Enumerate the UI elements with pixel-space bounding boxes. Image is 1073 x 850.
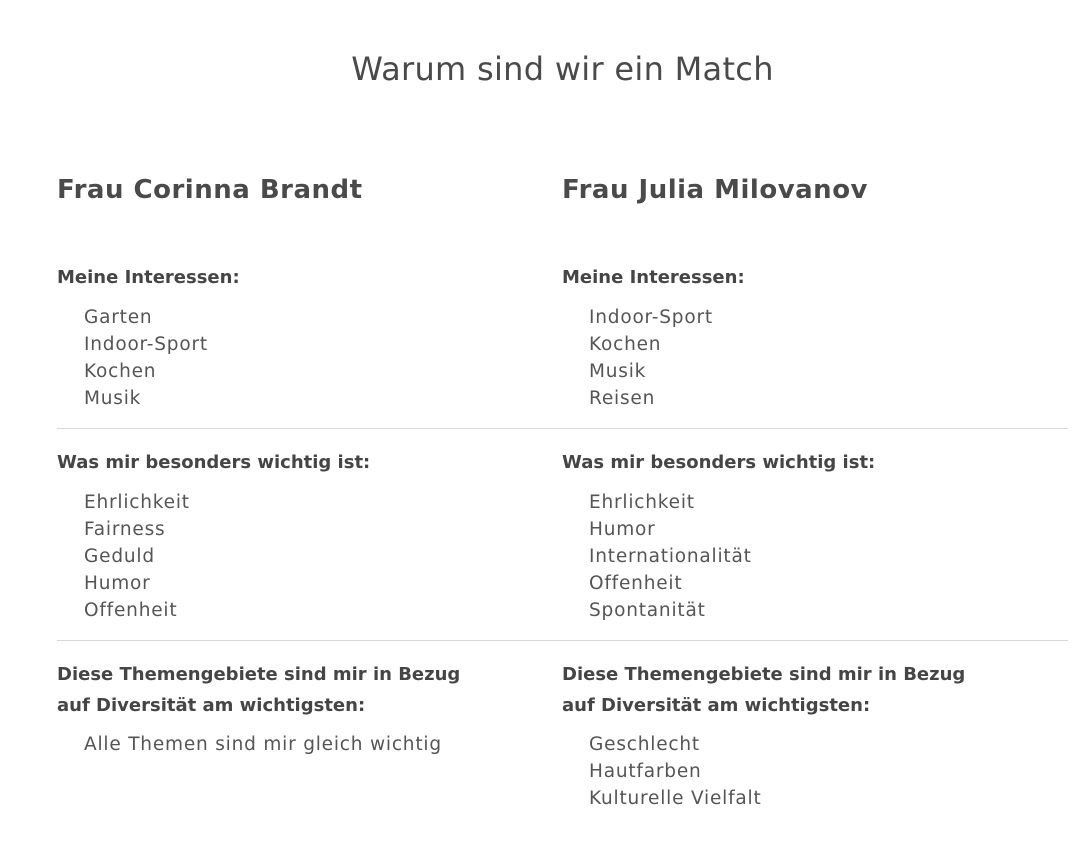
values-list [589, 489, 752, 624]
list-item: Geduld [84, 546, 155, 567]
values-heading: Was mir besonders wichtig ist: [57, 452, 371, 473]
list-item: Ehrlichkeit [84, 492, 190, 513]
list-item: Reisen [589, 388, 656, 409]
list-item: Offenheit [589, 573, 683, 594]
list-item: Kochen [84, 361, 157, 382]
diversity-heading [57, 659, 460, 721]
diversity-heading-line: auf Diversität am wichtigsten: [57, 695, 366, 716]
list-item: Humor [589, 519, 656, 540]
diversity-list [84, 731, 442, 758]
list-item: Indoor-Sport [589, 307, 713, 328]
list-item: Geschlecht [589, 734, 700, 755]
diversity-heading-line: auf Diversität am wichtigsten: [562, 695, 871, 716]
list-item: Garten [84, 307, 153, 328]
interests-heading: Meine Interessen: [57, 267, 240, 288]
page-title: Warum sind wir ein Match [351, 50, 774, 89]
list-item: Kochen [589, 334, 662, 355]
diversity-heading-line: Diese Themengebiete sind mir in Bezug [57, 664, 461, 685]
interests-list [84, 304, 208, 412]
values-heading: Was mir besonders wichtig ist: [562, 452, 876, 473]
values-list [84, 489, 190, 624]
person-name: Frau Corinna Brandt [57, 175, 363, 205]
list-item: Alle Themen sind mir gleich wichtig [84, 734, 442, 755]
list-item: Hautfarben [589, 761, 702, 782]
diversity-heading-line: Diese Themengebiete sind mir in Bezug [562, 664, 966, 685]
section-divider [57, 640, 1068, 641]
person-name: Frau Julia Milovanov [562, 175, 869, 205]
section-divider [57, 428, 1068, 429]
diversity-list [589, 731, 762, 812]
list-item: Fairness [84, 519, 166, 540]
list-item: Indoor-Sport [84, 334, 208, 355]
diversity-heading [562, 659, 965, 721]
list-item: Musik [589, 361, 647, 382]
list-item: Spontanität [589, 600, 706, 621]
list-item: Humor [84, 573, 151, 594]
list-item: Internationalität [589, 546, 752, 567]
list-item: Kulturelle Vielfalt [589, 788, 762, 809]
list-item: Offenheit [84, 600, 178, 621]
interests-heading: Meine Interessen: [562, 267, 745, 288]
list-item: Ehrlichkeit [589, 492, 695, 513]
interests-list [589, 304, 713, 412]
list-item: Musik [84, 388, 142, 409]
